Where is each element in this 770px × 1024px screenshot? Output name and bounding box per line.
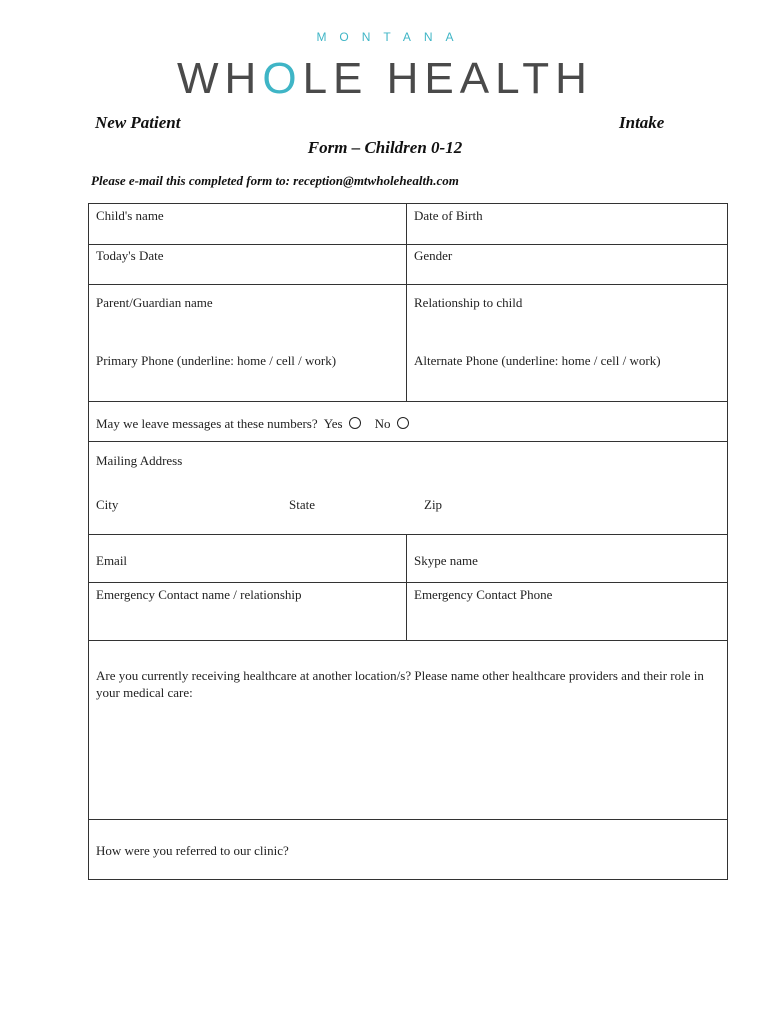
messages-question: [96, 416, 423, 432]
referral-field[interactable]: How were you referred to our clinic?: [96, 843, 289, 858]
mailing-address-field[interactable]: Mailing Address: [96, 453, 183, 468]
row-divider: [89, 441, 727, 442]
logo-main-o: O: [262, 54, 303, 103]
relationship-field[interactable]: Relationship to child: [414, 295, 523, 310]
primary-phone-field[interactable]: Primary Phone (underline: home / cell / work): [96, 353, 337, 368]
form-title-center: Form – Children 0-12: [307, 138, 463, 157]
emergency-phone-field[interactable]: Emergency Contact Phone: [414, 587, 553, 602]
form-title-right: Intake: [619, 113, 665, 132]
city-field[interactable]: City: [96, 497, 119, 512]
email-field[interactable]: Email: [96, 553, 128, 568]
childs-name-field[interactable]: Child's name: [96, 208, 164, 223]
email-instruction: Please e-mail this completed form to: reception@mtwholehealth.com: [91, 173, 459, 188]
logo-main-text: [0, 54, 770, 104]
skype-name-field[interactable]: Skype name: [414, 553, 478, 568]
row-divider: [89, 582, 727, 583]
logo-top-text: MONTANA: [316, 30, 467, 44]
yes-radio[interactable]: [349, 417, 361, 429]
row-divider: [89, 819, 727, 820]
zip-field[interactable]: Zip: [424, 497, 443, 512]
form-title-left: New Patient: [95, 113, 181, 132]
no-radio[interactable]: [397, 417, 409, 429]
emergency-contact-field[interactable]: Emergency Contact name / relationship: [96, 587, 302, 602]
logo-main-part2: LE HEALTH: [302, 54, 593, 103]
gender-field[interactable]: Gender: [414, 248, 453, 263]
date-of-birth-field[interactable]: Date of Birth: [414, 208, 483, 223]
parent-guardian-name-field[interactable]: Parent/Guardian name: [96, 295, 213, 310]
logo-main-part1: WH: [177, 54, 263, 103]
column-divider: [406, 534, 407, 640]
messages-question-label: May we leave messages at these numbers?: [96, 416, 318, 431]
row-divider: [89, 534, 727, 535]
alternate-phone-field[interactable]: Alternate Phone (underline: home / cell / work): [414, 353, 661, 368]
todays-date-field[interactable]: Today's Date: [96, 248, 164, 263]
other-healthcare-field[interactable]: Are you currently receiving healthcare at another location/s? Please name other healthcare providers and their role in your medical care:: [96, 668, 704, 700]
row-divider: [89, 244, 727, 245]
row-divider: [89, 640, 727, 641]
no-label: No: [374, 416, 391, 431]
yes-label: Yes: [323, 416, 343, 431]
intake-form-table: [88, 203, 728, 880]
row-divider: [89, 401, 727, 402]
state-field[interactable]: State: [289, 497, 315, 512]
row-divider: [89, 284, 727, 285]
column-divider: [406, 204, 407, 401]
